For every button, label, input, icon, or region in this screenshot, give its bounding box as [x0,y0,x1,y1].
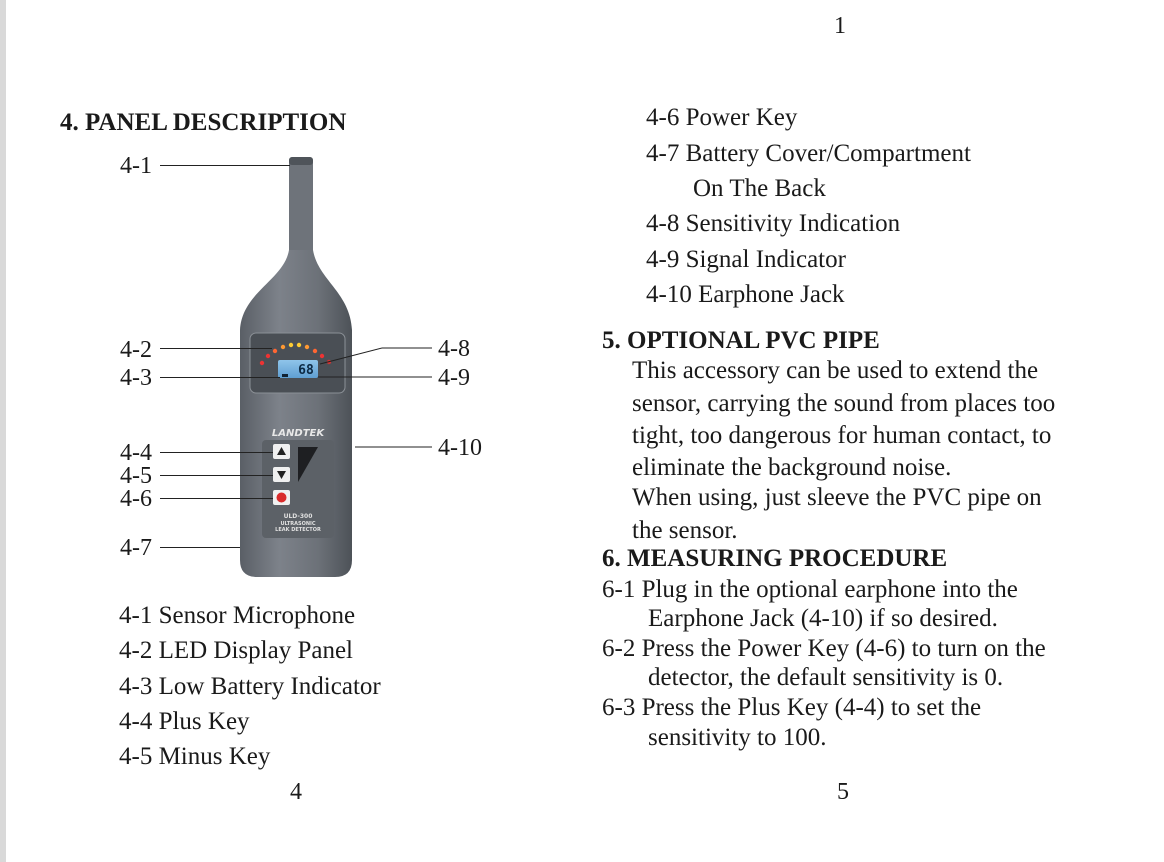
section-5-line: sensor, carrying the sound from places too [632,390,1056,417]
section-5-line: the sensor. [632,517,738,544]
callout-4-2: 4-2 [120,337,152,363]
callout-4-7: 4-7 [120,535,152,561]
callout-4-9: 4-9 [438,365,470,391]
list-item: 4-9 Signal Indicator [646,246,846,273]
section-5-heading: 5. OPTIONAL PVC PIPE [602,327,880,354]
list-item: 4-8 Sensitivity Indication [646,210,901,237]
leader-4-2 [160,348,272,349]
section-5-line: tight, too dangerous for human contact, to [632,422,1052,449]
leader-4-5 [160,475,273,476]
list-item: 4-1 Sensor Microphone [119,602,356,629]
list-item: 4-2 LED Display Panel [119,637,353,664]
section-6-line: Earphone Jack (4-10) if so desired. [648,605,998,632]
lcd-value: 68 [298,363,314,378]
model-desc-2: LEAK DETECTOR [275,527,321,533]
section-6-line: sensitivity to 100. [648,724,827,751]
list-item: 4-7 Battery Cover/Compartment [646,140,971,167]
page-number-right: 5 [837,779,849,805]
panel-description-heading: 4. PANEL DESCRIPTION [60,109,347,136]
callout-4-6: 4-6 [120,486,152,512]
leader-4-3 [160,377,280,378]
sensor-microphone [289,157,313,262]
callout-4-3: 4-3 [120,365,152,391]
list-item: 4-3 Low Battery Indicator [119,673,381,700]
leader-4-6 [160,498,273,499]
leader-4-4 [160,452,273,453]
leader-4-7 [160,547,240,548]
list-item: 4-6 Power Key [646,104,798,131]
page-number-left: 4 [290,779,302,805]
section-6-line: 6-1 Plug in the optional earphone into the [602,576,1018,603]
callout-4-8: 4-8 [438,336,470,362]
section-6-line: detector, the default sensitivity is 0. [648,664,1004,691]
low-battery-indicator [282,374,288,377]
model-desc-1: ULTRASONIC [280,521,316,527]
section-5-line: This accessory can be used to extend the [632,357,1039,384]
section-5-line: When using, just sleeve the PVC pipe on [632,484,1042,511]
callout-4-10: 4-10 [438,435,482,461]
model-number: ULD-300 [283,513,313,520]
section-6-heading: 6. MEASURING PROCEDURE [602,545,948,572]
callout-4-1: 4-1 [120,153,152,179]
list-item-continuation: On The Back [693,175,826,202]
callout-4-5: 4-5 [120,463,152,489]
leader-4-1 [160,165,290,166]
section-6-line: 6-2 Press the Power Key (4-6) to turn on the [602,635,1046,662]
section-5-line: eliminate the background noise. [632,454,952,481]
callout-4-4: 4-4 [120,440,152,466]
page-number-top: 1 [834,13,846,39]
list-item: 4-10 Earphone Jack [646,281,845,308]
list-item: 4-4 Plus Key [119,708,250,735]
section-6-line: 6-3 Press the Plus Key (4-4) to set the [602,694,982,721]
list-item: 4-5 Minus Key [119,743,271,770]
brand-logo: LANDTEK [271,428,325,439]
